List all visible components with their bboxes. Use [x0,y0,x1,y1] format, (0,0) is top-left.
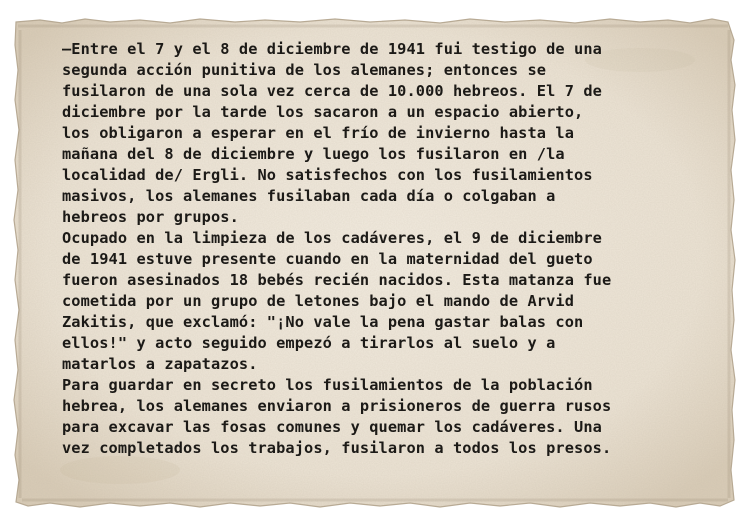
paragraph-1: —Entre el 7 y el 8 de diciembre de 1941 fui testigo de una segunda acción punitiva de los alemanes; entonces se fusilaron de una sola vez cerca de 10.000 hebreos. El 7 de diciembre por la tarde los sacaron a un espacio abierto, los obligaron a esperar en el frío de invierno hasta la mañana del 8 de diciembre y luego los fusilaron en /la localidad de/ Ergli. No satisfechos con los fusilamientos masivos, los alemanes fusilaban cada día o colgaban a hebreos por grupos. [62,40,602,226]
paragraph-3: Para guardar en secreto los fusilamientos de la población hebrea, los alemanes enviaron a prisioneros de guerra rusos para excavar las fosas comunes y quemar los cadáveres. Una vez completados los trabajos, fusilaron a todos los presos. [62,376,612,457]
document-text [62,39,702,459]
paragraph-2: Ocupado en la limpieza de los cadáveres, el 9 de diciembre de 1941 estuve presente cuando en la maternidad del gueto fueron asesinados 18 bebés recién nacidos. Esta matanza fue cometida por un grupo de letones bajo el mando de Arvid Zakitis, que exclamó: "¡No vale la pena gastar balas con ellos!" y acto seguido empezó a tirarlos al suelo y a matarlos a zapatazos. [62,229,612,373]
